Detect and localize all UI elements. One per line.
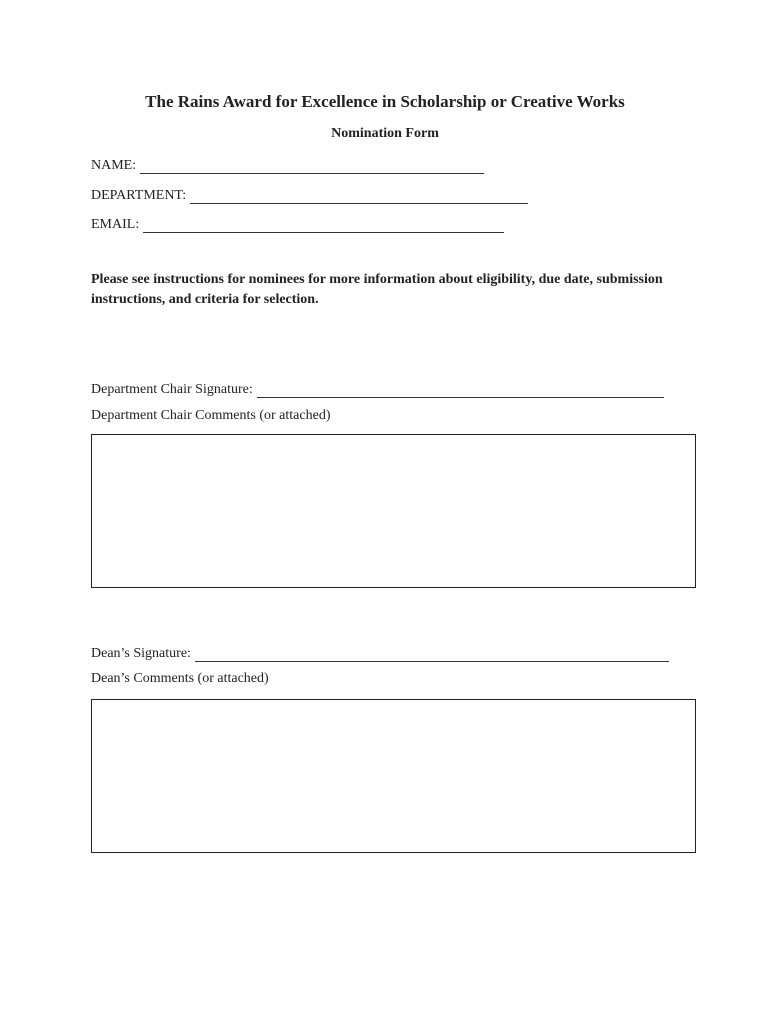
email-input-line[interactable] [143,216,504,233]
chair-signature-label: Department Chair Signature: [91,382,253,397]
form-title: The Rains Award for Excellence in Scholarship or Creative Works [145,92,625,111]
name-field-row [91,152,484,174]
department-label: DEPARTMENT: [91,188,187,203]
chair-comments-box[interactable] [91,434,696,588]
department-input-line[interactable] [190,187,528,204]
form-subtitle: Nomination Form [331,126,439,141]
dean-comments-label: Dean’s Comments (or attached) [91,671,269,686]
chair-signature-line[interactable] [257,381,664,398]
email-label: EMAIL: [91,217,140,232]
dean-signature-row [91,640,669,662]
instructions-text: Please see instructions for nominees for more information about eligibility, due date, submission instructions, and criteria for selection. [91,272,663,307]
dean-signature-label: Dean’s Signature: [91,646,191,661]
name-input-line[interactable] [140,157,484,174]
email-field-row [91,211,504,233]
department-field-row [91,182,528,204]
chair-signature-row [91,376,664,398]
chair-comments-label: Department Chair Comments (or attached) [91,408,331,423]
dean-comments-box[interactable] [91,699,696,853]
dean-signature-line[interactable] [195,645,669,662]
name-label: NAME: [91,158,137,173]
